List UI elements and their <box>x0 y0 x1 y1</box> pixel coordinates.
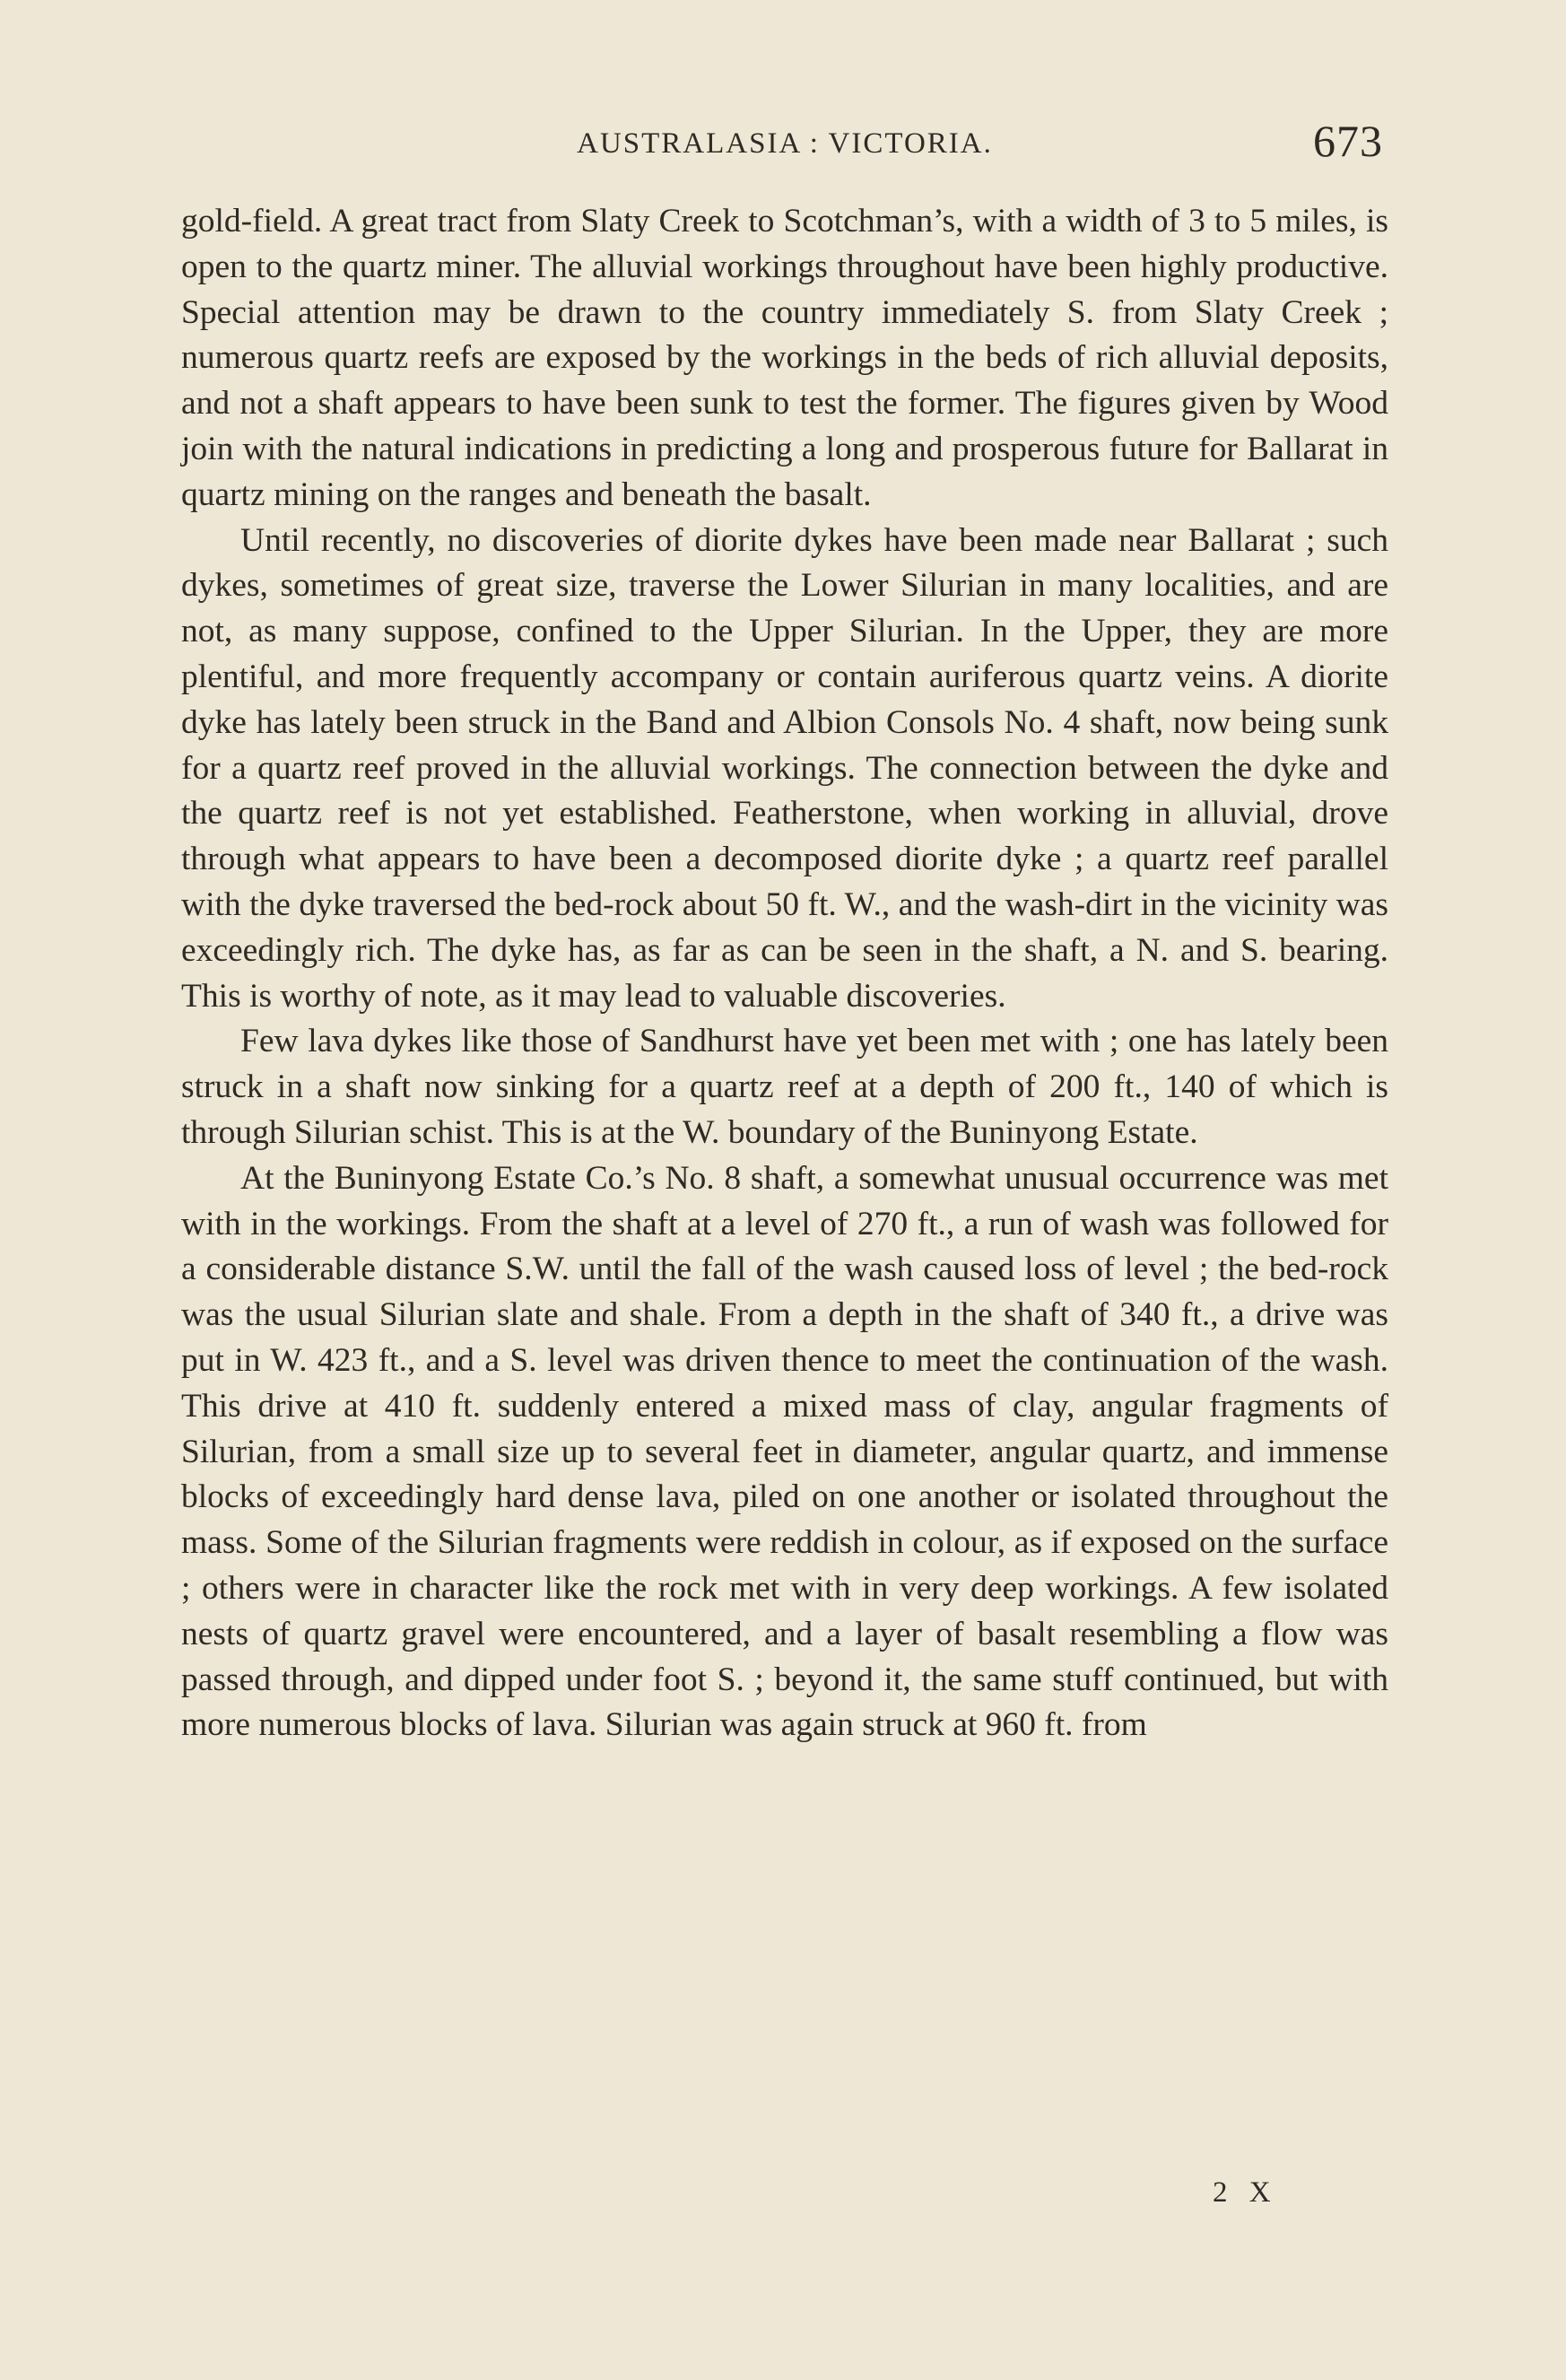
paragraph: Few lava dykes like those of Sandhurst have yet been met with ; one has lately been struck in a shaft now sinking for a quartz reef at a depth of 200 ft., 140 of which is through Silurian schist. This is at the W. boundary of the Buninyong Estate. <box>181 1023 1388 1151</box>
paragraph: gold-field. A great tract from Slaty Creek to Scotchman’s, with a width of 3 to 5 miles, is open to the quartz miner. The alluvial workings throughout have been highly productive. Special attention may be drawn to the country immediately S. from Slaty Creek ; numerous quartz reefs are exposed by the workings in the beds of rich alluvial deposits, and not a shaft appears to have been sunk to test the former. The figures given by Wood join with the natural indications in predicting a long and prosperous future for Ballarat in quartz mining on the ranges and beneath the basalt. <box>181 203 1388 513</box>
running-title: AUSTRALASIA : VICTORIA. <box>577 127 993 160</box>
signature-mark: 2 X <box>1213 2176 1278 2209</box>
paragraph: At the Buninyong Estate Co.’s No. 8 shaft, a somewhat unusual occurrence was met with in the workings. From the shaft at a level of 270 ft., a run of wash was followed for a considerable distance S.W. until the fall of the wash caused loss of level ; the bed-rock was the usual Silurian slate and shale. From a depth in the shaft of 340 ft., a drive was put in W. 423 ft., and a S. level was driven thence to meet the continuation of the wash. This drive at 410 ft. suddenly entered a mixed mass of clay, angular fragments of Silurian, from a small size up to several feet in diameter, angular quartz, and immense blocks of exceedingly hard dense lava, piled on one another or isolated throughout the mass. Some of the Silurian fragments were reddish in colour, as if exposed on the surface ; others were in character like the rock met with in very deep workings. A few isolated nests of quartz gravel were encountered, and a layer of basalt resembling a flow was passed through, and dipped under foot S. ; beyond it, the same stuff continued, but with more numerous blocks of lava. Silurian was again struck at 960 ft. from <box>181 1159 1388 1744</box>
paragraph: Until recently, no discoveries of diorite dykes have been made near Ballarat ; such dykes, sometimes of great size, traverse the Lower Silurian in many localities, and are not, as many suppose, confined to the Upper Silurian. In the Upper, they are more plentiful, and more frequently accompany or contain auriferous quartz veins. A diorite dyke has lately been struck in the Band and Albion Consols No. 4 shaft, now being sunk for a quartz reef proved in the alluvial workings. The connection between the dyke and the quartz reef is not yet established. Featherstone, when working in alluvial, drove through what appears to have been a decomposed diorite dyke ; a quartz reef parallel with the dyke traversed the bed-rock about 50 ft. W., and the wash-dirt in the vicinity was exceedingly rich. The dyke has, as far as can be seen in the shaft, a N. and S. bearing. This is worthy of note, as it may lead to valuable discoveries. <box>181 521 1388 1015</box>
page-number: 673 <box>1313 116 1383 166</box>
text-body <box>181 199 1388 1748</box>
running-head <box>181 115 1388 169</box>
